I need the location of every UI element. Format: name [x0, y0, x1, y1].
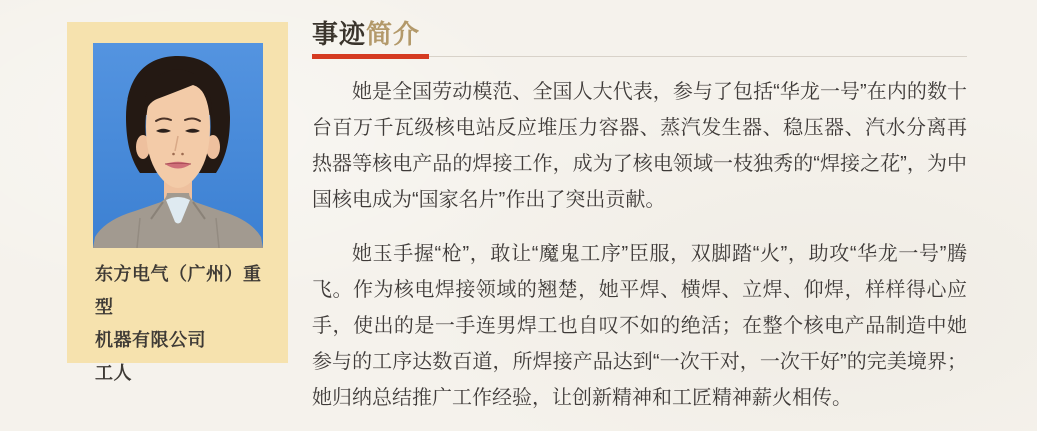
portrait-photo-graphic: [93, 43, 263, 248]
section-title-secondary: 简介: [366, 19, 421, 49]
company-name-line-2: 机器有限公司: [95, 330, 206, 350]
title-rule-accent-bar: [312, 54, 429, 59]
section-title-primary: 事迹: [312, 19, 367, 49]
deeds-paragraph-2: 她玉手握“枪”，敢让“魔鬼工序”臣服，双脚踏“火”，助攻“华龙一号”腾飞。作为核电焊接领域的翘楚，她平焊、横焊、立焊、仰焊，样样得心应手，使出的是一手连男焊工也自叹不如的绝活；在整个核电产品制造中她参与的工序达数百道，所焊接产品达到“一次干对，一次干好”的完美境界；她归纳总结推广工作经验，让创新精神和工匠精神薪火相传。: [312, 243, 967, 409]
profile-caption: [95, 258, 270, 390]
title-rule: [312, 54, 967, 59]
profile-card: [67, 22, 288, 383]
job-title: 工人: [95, 363, 132, 383]
deeds-section: [312, 0, 967, 416]
portrait-photo: [93, 43, 263, 248]
deeds-paragraph-1: 她是全国劳动模范、全国人大代表，参与了包括“华龙一号”在内的数十台百万千瓦级核电站反应堆压力容器、蒸汽发生器、稳压器、汽水分离再热器等核电产品的焊接工作，成为了核电领域一枝独秀的“焊接之花”，为中国核电成为“国家名片”作出了突出贡献。: [312, 81, 967, 211]
section-title: [312, 0, 967, 48]
company-name-line-1: 东方电气（广州）重型: [95, 264, 262, 317]
title-rule-line: [429, 56, 967, 57]
